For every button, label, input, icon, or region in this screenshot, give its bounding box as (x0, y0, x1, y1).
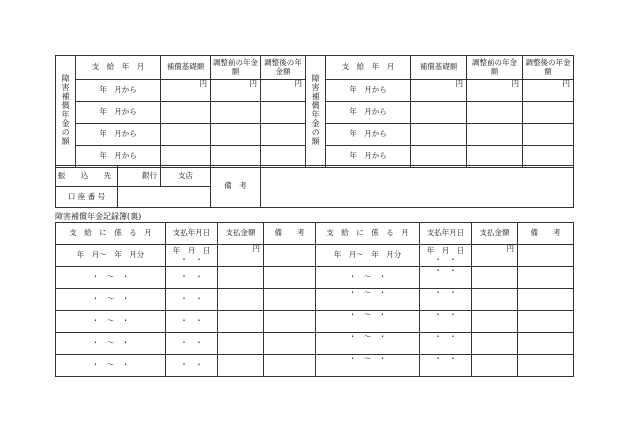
payment-month-cell: ・ ～ ・ (316, 289, 420, 311)
header-after-adjust: 調整後の年金額 (523, 56, 574, 80)
remarks-cell[interactable] (264, 267, 316, 289)
vertical-label-cell (56, 56, 76, 168)
payment-amount-cell[interactable] (472, 311, 518, 333)
remarks-cell[interactable] (264, 355, 316, 377)
header-period: 支 給 年 月 (326, 56, 411, 80)
payment-date-cell: 年 月 日 ・ ・ (166, 245, 218, 267)
payment-month-cell: 年 月～ 年 月分 (316, 245, 420, 267)
payment-month-cell: ・ ～ ・ (56, 311, 166, 333)
remarks-cell[interactable] (264, 245, 316, 267)
section2-title: 障害補償年金記録簿(裏) (55, 212, 142, 221)
header-payment-date: 支払年月日 (166, 223, 218, 245)
after-adjust-cell[interactable] (261, 124, 306, 146)
remarks-field[interactable] (261, 166, 574, 208)
payment-month-cell: ・ ～ ・ (316, 267, 420, 289)
remarks-cell[interactable] (264, 289, 316, 311)
bank-transfer-label: 振 込 先 (56, 166, 118, 187)
payment-date-cell: 年 月 日 ・ ・ (420, 245, 472, 267)
period-cell: 年 月から (326, 124, 411, 146)
header-payment-amount: 支払金額 (218, 223, 264, 245)
payment-date-cell: ・ ・ (166, 333, 218, 355)
period-cell: 年 月から (326, 80, 411, 102)
payment-date-cell: ・ ・ (166, 289, 218, 311)
remarks-cell[interactable] (518, 333, 574, 355)
period-cell: 年 月から (76, 124, 161, 146)
after-adjust-cell[interactable] (261, 102, 306, 124)
vertical-label: 障害補償年金の額 (61, 74, 71, 147)
period-cell: 年 月から (76, 102, 161, 124)
payment-record-table (55, 222, 574, 377)
bank-info-table (55, 165, 574, 208)
payment-month-cell: ・ ～ ・ (316, 333, 420, 355)
payment-amount-cell[interactable] (472, 333, 518, 355)
header-after-adjust: 調整後の年金額 (261, 56, 306, 80)
after-adjust-cell: 円 (523, 80, 574, 102)
payment-date-cell: ・ ・ (166, 311, 218, 333)
account-number-field[interactable] (118, 187, 211, 208)
payment-month-cell: 年 月～ 年 月分 (56, 245, 166, 267)
remarks-cell[interactable] (518, 245, 574, 267)
before-adjust-cell: 円 (467, 80, 523, 102)
before-adjust-cell: 円 (211, 80, 261, 102)
remarks-label: 備 考 (211, 166, 261, 208)
payment-amount-cell[interactable] (218, 289, 264, 311)
payment-amount-cell[interactable] (218, 333, 264, 355)
before-adjust-cell[interactable] (467, 124, 523, 146)
payment-date-cell: ・ ・ (420, 311, 472, 333)
period-cell: 年 月から (326, 146, 411, 168)
payment-month-cell: ・ ～ ・ (316, 311, 420, 333)
payment-amount-cell[interactable] (218, 311, 264, 333)
base-amount-cell[interactable] (161, 124, 211, 146)
base-amount-cell[interactable] (161, 102, 211, 124)
payment-month-cell: ・ ～ ・ (56, 355, 166, 377)
after-adjust-cell: 円 (261, 80, 306, 102)
after-adjust-cell[interactable] (523, 102, 574, 124)
payment-date-cell: ・ ・ (166, 355, 218, 377)
payment-amount-cell[interactable] (472, 267, 518, 289)
payment-amount-cell[interactable] (472, 355, 518, 377)
vertical-label-cell (306, 56, 326, 168)
base-amount-cell[interactable] (411, 124, 467, 146)
period-cell: 年 月から (76, 146, 161, 168)
account-number-label: 口 座 番 号 (56, 187, 118, 208)
remarks-cell[interactable] (264, 311, 316, 333)
payment-amount-cell[interactable] (218, 355, 264, 377)
base-amount-cell: 円 (411, 80, 467, 102)
header-remarks: 備 考 (264, 223, 316, 245)
period-cell: 年 月から (76, 80, 161, 102)
payment-month-cell: ・ ～ ・ (56, 267, 166, 289)
payment-date-cell: ・ ・ (420, 355, 472, 377)
remarks-cell[interactable] (518, 289, 574, 311)
header-payment-month: 支 給 に 係 る 月 (316, 223, 420, 245)
header-base-amount: 補償基礎額 (161, 56, 211, 80)
before-adjust-cell[interactable] (211, 124, 261, 146)
vertical-label: 障害補償年金の額 (311, 74, 321, 147)
remarks-cell[interactable] (518, 267, 574, 289)
payment-month-cell: ・ ～ ・ (56, 333, 166, 355)
payment-amount-cell[interactable] (218, 267, 264, 289)
branch-name-cell: 支店 (161, 166, 211, 187)
header-before-adjust: 調整前の年金 額 (211, 56, 261, 80)
before-adjust-cell[interactable] (211, 102, 261, 124)
header-base-amount: 補償基礎額 (411, 56, 467, 80)
header-before-adjust: 調整前の年金 額 (467, 56, 523, 80)
pension-amount-table (55, 55, 574, 168)
header-payment-month: 支 給 に 係 る 月 (56, 223, 166, 245)
remarks-cell[interactable] (264, 333, 316, 355)
payment-date-cell: ・ ・ (420, 289, 472, 311)
header-payment-date: 支払年月日 (420, 223, 472, 245)
remarks-cell[interactable] (518, 311, 574, 333)
remarks-cell[interactable] (518, 355, 574, 377)
header-remarks: 備 考 (518, 223, 574, 245)
payment-date-cell: ・ ・ (420, 267, 472, 289)
after-adjust-cell[interactable] (523, 124, 574, 146)
payment-amount-cell[interactable] (472, 289, 518, 311)
base-amount-cell[interactable] (411, 102, 467, 124)
header-period: 支 給 年 月 (76, 56, 161, 80)
payment-month-cell: ・ ～ ・ (316, 355, 420, 377)
before-adjust-cell[interactable] (467, 102, 523, 124)
payment-date-cell: ・ ・ (166, 267, 218, 289)
payment-month-cell: ・ ～ ・ (56, 289, 166, 311)
payment-date-cell: ・ ・ (420, 333, 472, 355)
bank-name-cell: 銀行 (118, 166, 161, 187)
payment-amount-cell: 円 (472, 245, 518, 267)
header-payment-amount: 支払金額 (472, 223, 518, 245)
base-amount-cell: 円 (161, 80, 211, 102)
payment-amount-cell: 円 (218, 245, 264, 267)
period-cell: 年 月から (326, 102, 411, 124)
